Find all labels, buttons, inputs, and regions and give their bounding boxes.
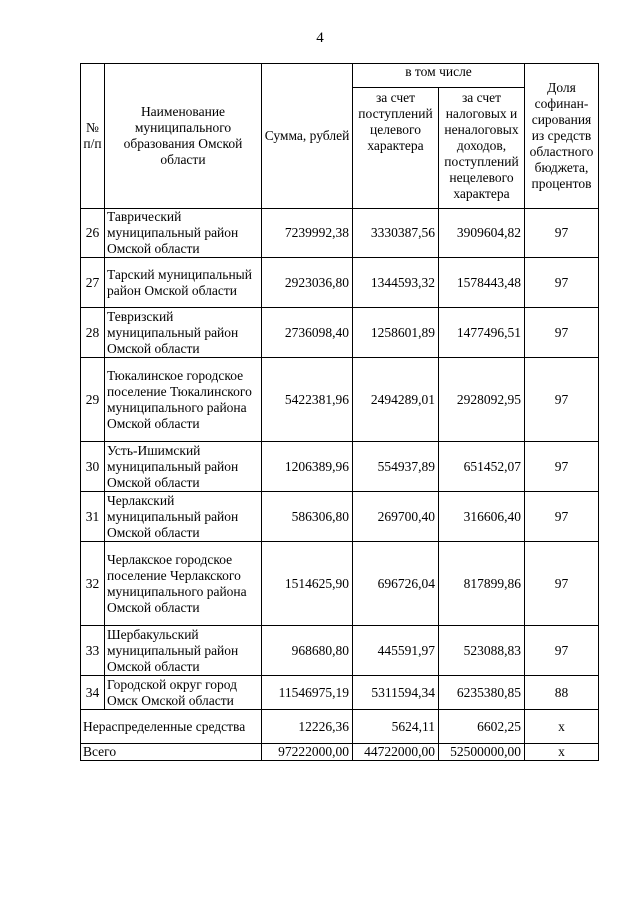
row-targeted: 696726,04 <box>353 542 439 626</box>
row-targeted: 2494289,01 <box>353 358 439 442</box>
row-num: 29 <box>81 358 105 442</box>
page-number: 4 <box>316 30 324 46</box>
table-row <box>81 358 599 442</box>
table-row <box>81 492 599 542</box>
table-header <box>81 64 599 209</box>
row-tax: 2928092,95 <box>439 358 525 442</box>
total-row <box>81 744 599 761</box>
header-sum: Сумма, рублей <box>262 64 353 209</box>
row-tax: 817899,86 <box>439 542 525 626</box>
row-share: 97 <box>525 542 599 626</box>
table-row <box>81 209 599 258</box>
row-sum: 586306,80 <box>262 492 353 542</box>
row-targeted: 554937,89 <box>353 442 439 492</box>
row-tax: 3909604,82 <box>439 209 525 258</box>
row-tax: 1578443,48 <box>439 258 525 308</box>
row-name: Черлакский муниципальный район Омской области <box>105 492 262 542</box>
row-tax: 316606,40 <box>439 492 525 542</box>
row-sum: 968680,80 <box>262 626 353 676</box>
row-tax: 1477496,51 <box>439 308 525 358</box>
table-row <box>81 308 599 358</box>
row-sum: 11546975,19 <box>262 676 353 710</box>
undistributed-targeted: 5624,11 <box>353 710 439 744</box>
row-share: 97 <box>525 492 599 542</box>
row-sum: 5422381,96 <box>262 358 353 442</box>
header-share: Доля софинан-сирования из средств областного бюджета, процентов <box>525 64 599 209</box>
row-share: 97 <box>525 258 599 308</box>
undistributed-sum: 12226,36 <box>262 710 353 744</box>
total-label: Всего <box>81 744 262 761</box>
table-row <box>81 676 599 710</box>
header-targeted: за счет поступлений целевого характера <box>353 88 439 209</box>
row-sum: 1514625,90 <box>262 542 353 626</box>
row-name: Черлакское городское поселение Черлакского муниципального района Омской области <box>105 542 262 626</box>
undistributed-label: Нераспределенные средства <box>81 710 262 744</box>
row-share: 97 <box>525 308 599 358</box>
row-share: 97 <box>525 626 599 676</box>
row-share: 97 <box>525 442 599 492</box>
allocation-table <box>80 63 599 761</box>
row-share: 88 <box>525 676 599 710</box>
header-including: в том числе <box>353 64 525 88</box>
row-name: Усть-Ишимский муниципальный район Омской области <box>105 442 262 492</box>
row-num: 26 <box>81 209 105 258</box>
header-tax: за счет налоговых и неналоговых доходов, поступлений нецелевого характера <box>439 88 525 209</box>
row-num: 33 <box>81 626 105 676</box>
row-targeted: 1258601,89 <box>353 308 439 358</box>
row-tax: 523088,83 <box>439 626 525 676</box>
table-row <box>81 626 599 676</box>
header-name: Наименование муниципального образования Омской области <box>105 64 262 209</box>
undistributed-share: х <box>525 710 599 744</box>
row-targeted: 3330387,56 <box>353 209 439 258</box>
row-num: 28 <box>81 308 105 358</box>
row-num: 32 <box>81 542 105 626</box>
row-targeted: 1344593,32 <box>353 258 439 308</box>
row-name: Тарский муниципальный район Омской области <box>105 258 262 308</box>
table-body <box>81 209 599 761</box>
table-row <box>81 258 599 308</box>
row-targeted: 445591,97 <box>353 626 439 676</box>
row-num: 30 <box>81 442 105 492</box>
row-sum: 7239992,38 <box>262 209 353 258</box>
row-targeted: 5311594,34 <box>353 676 439 710</box>
row-name: Тюкалинское городское поселение Тюкалинского муниципального района Омской области <box>105 358 262 442</box>
row-name: Шербакульский муниципальный район Омской области <box>105 626 262 676</box>
row-tax: 651452,07 <box>439 442 525 492</box>
row-targeted: 269700,40 <box>353 492 439 542</box>
row-tax: 6235380,85 <box>439 676 525 710</box>
row-share: 97 <box>525 209 599 258</box>
row-sum: 1206389,96 <box>262 442 353 492</box>
total-share: х <box>525 744 599 761</box>
row-num: 27 <box>81 258 105 308</box>
row-name: Тевризский муниципальный район Омской области <box>105 308 262 358</box>
header-num: № п/п <box>81 64 105 209</box>
row-name: Таврический муниципальный район Омской области <box>105 209 262 258</box>
undistributed-tax: 6602,25 <box>439 710 525 744</box>
total-sum: 97222000,00 <box>262 744 353 761</box>
row-name: Городской округ город Омск Омской области <box>105 676 262 710</box>
table-row <box>81 542 599 626</box>
row-sum: 2736098,40 <box>262 308 353 358</box>
row-num: 34 <box>81 676 105 710</box>
row-num: 31 <box>81 492 105 542</box>
table-row <box>81 442 599 492</box>
undistributed-row <box>81 710 599 744</box>
total-targeted: 44722000,00 <box>353 744 439 761</box>
total-tax: 52500000,00 <box>439 744 525 761</box>
row-sum: 2923036,80 <box>262 258 353 308</box>
row-share: 97 <box>525 358 599 442</box>
